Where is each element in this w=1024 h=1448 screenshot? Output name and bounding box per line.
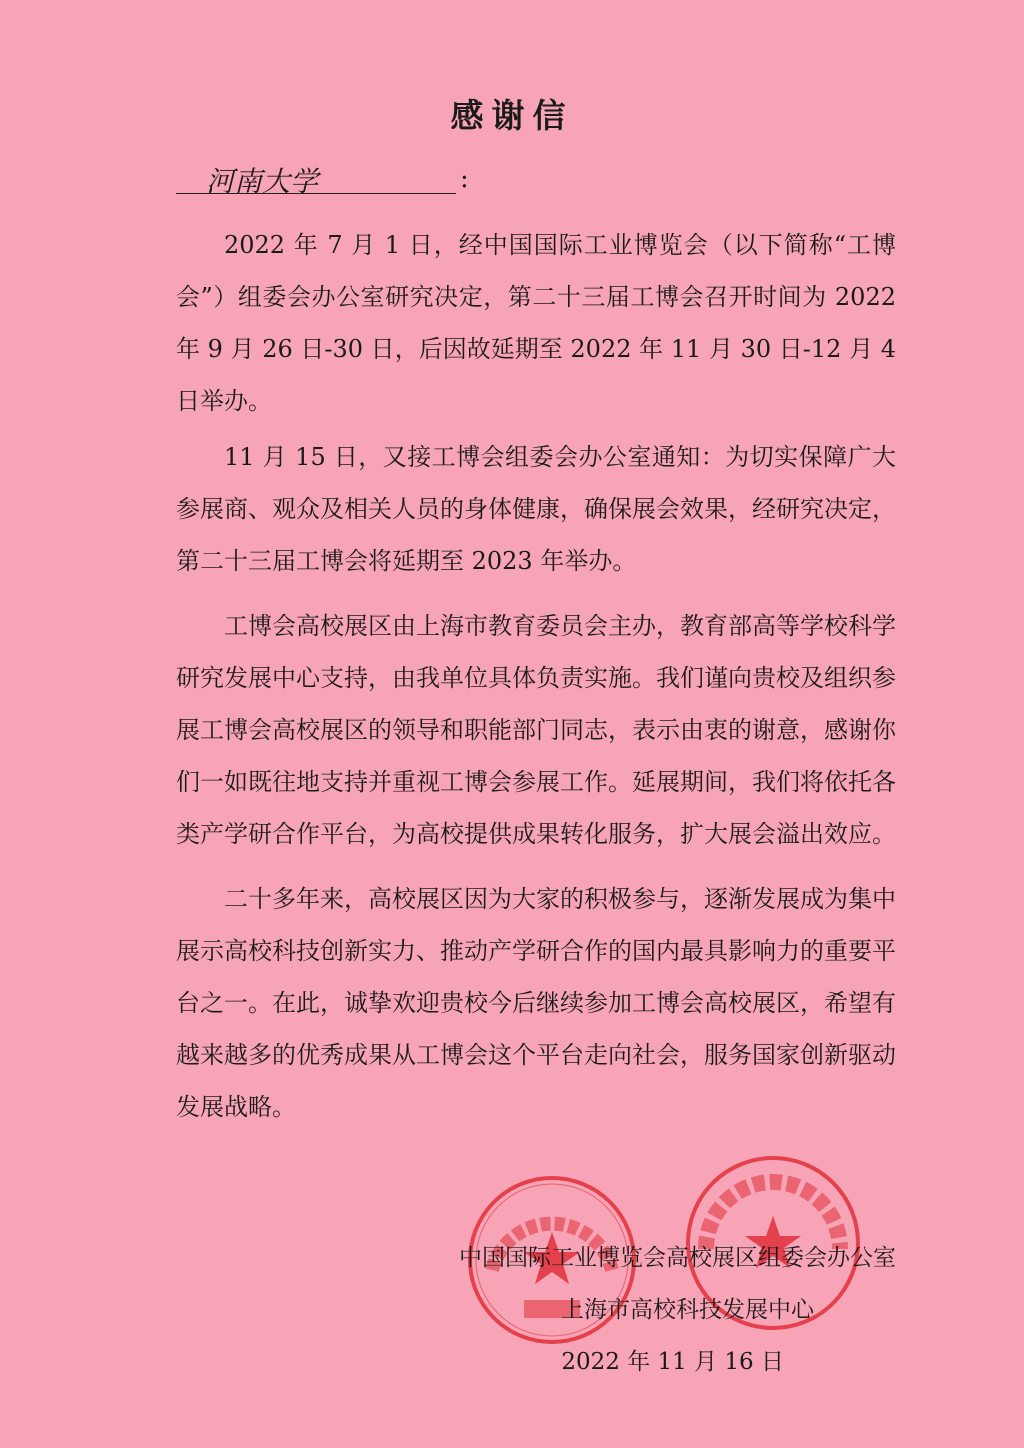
paragraph-3: 工博会高校展区由上海市教育委员会主办，教育部高等学校科学研究发展中心支持，由我单位具体负责实施。我们谨向贵校及组织参展工博会高校展区的领导和职能部门同志，表示由衷的谢意，感谢你们一如既往地支持并重视工博会参展工作。延展期间，我们将依托各类产学研合作平台，为高校提供成果转化服务，扩大展会溢出效应。: [176, 612, 896, 848]
recipient-name: 河南大学: [206, 165, 319, 198]
letter-body: [176, 219, 896, 1133]
signature-block: [380, 1232, 896, 1388]
paragraph-1: 2022 年 7 月 1 日，经中国国际工业博览会（以下简称“工博会”）组委会办公室研究决定，第二十三届工博会召开时间为 2022 年 9 月 26 日-30 日，后因故延期至 2022 年 11 月 30 日-12 月 4 日举办。: [176, 231, 896, 415]
letter-title: 感谢信: [450, 96, 574, 135]
paragraph-2: 11 月 15 日，又接工博会组委会办公室通知：为切实保障广大参展商、观众及相关人员的身体健康，确保展会效果，经研究决定，第二十三届工博会将延期至 2023 年举办。: [176, 443, 896, 575]
salutation-colon: :: [460, 164, 469, 194]
paragraph-4: 二十多年来，高校展区因为大家的积极参与，逐渐发展成为集中展示高校科技创新实力、推动产学研合作的国内最具影响力的重要平台之一。在此，诚挚欢迎贵校今后继续参加工博会高校展区，希望有越来越多的优秀成果从工博会这个平台走向社会，服务国家创新驱动发展战略。: [176, 885, 896, 1121]
signature-org-1: 中国国际工业博览会高校展区组委会办公室: [459, 1245, 896, 1271]
recipient-underline: [176, 193, 456, 194]
signature-date: 2022 年 11 月 16 日: [561, 1349, 784, 1375]
salutation: [176, 160, 476, 196]
signature-org-2: 上海市高校科技发展中心: [561, 1297, 814, 1323]
